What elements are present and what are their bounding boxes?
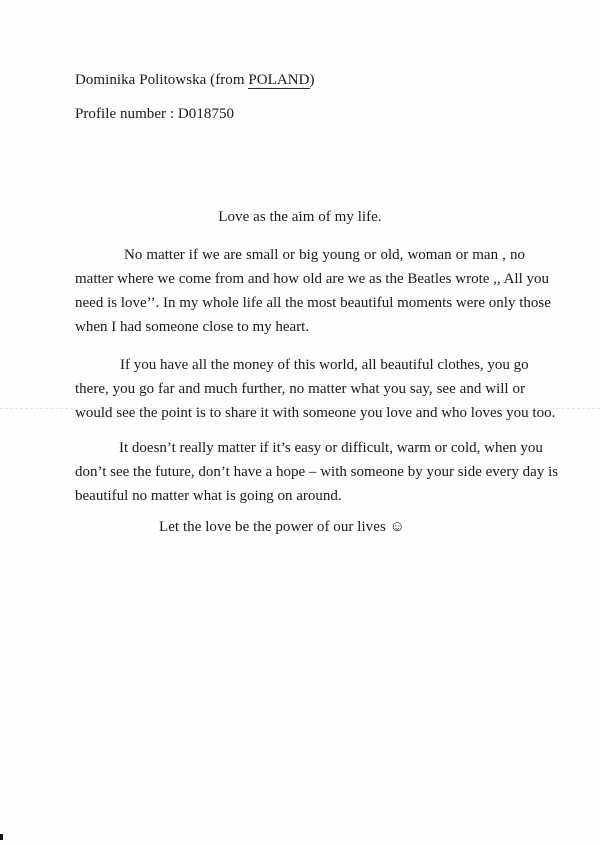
paragraph-line: when I had someone close to my heart.	[75, 319, 310, 335]
paragraph-line: It doesn’t really matter if it’s easy or difficult, warm or cold, when you	[119, 440, 543, 456]
author-line	[75, 71, 315, 89]
author-name: Dominika Politowska (from	[75, 72, 249, 88]
paragraph-1	[75, 243, 551, 339]
author-country: POLAND	[248, 72, 310, 88]
paragraph-2	[75, 353, 556, 425]
paragraph-line: there, you go far and much further, no matter what you say, see and will or	[75, 381, 525, 397]
paragraph-line: don’t see the future, don’t have a hope – with someone by your side every day is	[75, 464, 559, 480]
paragraph-3	[75, 436, 559, 508]
scan-mark	[0, 834, 3, 840]
paragraph-line: would see the point is to share it with someone you love and who loves you too.	[75, 405, 556, 421]
paragraph-line: beautiful no matter what is going on around.	[75, 488, 342, 504]
essay-title: Love as the aim of my life.	[218, 209, 382, 225]
closing-line: Let the love be the power of our lives ☺	[159, 519, 405, 535]
paragraph-line: No matter if we are small or big young or old, woman or man , no	[124, 247, 525, 263]
paragraph-line: need is love’’. In my whole life all the most beautiful moments were only those	[75, 295, 551, 311]
paragraph-line: If you have all the money of this world, all beautiful clothes, you go	[120, 357, 529, 373]
author-suffix: )	[309, 72, 315, 88]
paragraph-line: matter where we come from and how old are we as the Beatles wrote ,, All you	[75, 271, 550, 287]
profile-number: Profile number : D018750	[75, 106, 235, 122]
